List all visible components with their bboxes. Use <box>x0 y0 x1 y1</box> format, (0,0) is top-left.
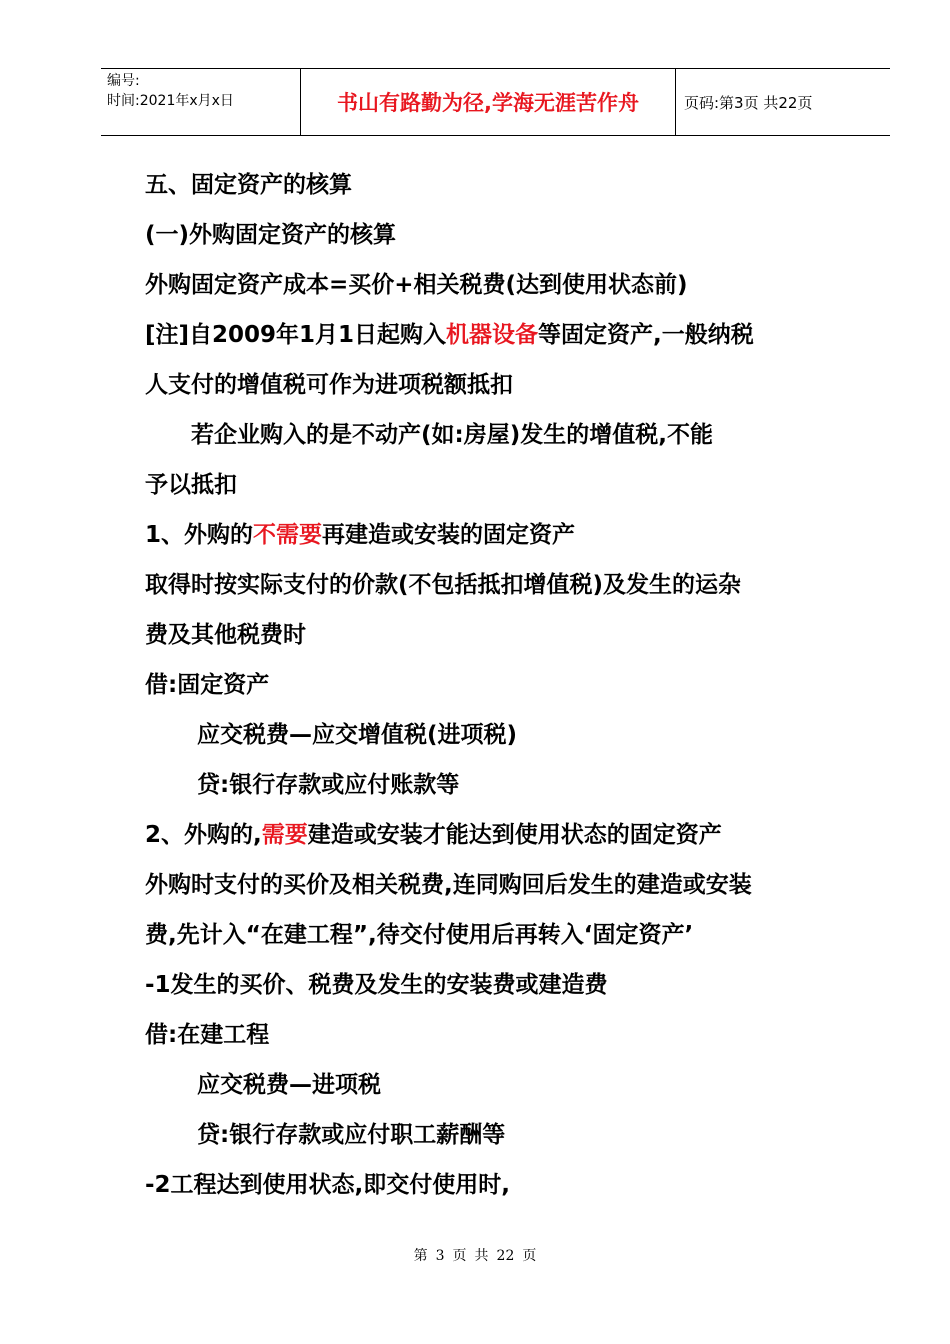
document-number-label: 编号: <box>107 73 140 89</box>
page-header <box>101 68 890 136</box>
paragraph-line-indented: 若企业购入的是不动产(如:房屋)发生的增值税,不能 <box>191 422 713 448</box>
paragraph-line: 人支付的增值税可作为进项税额抵扣 <box>145 372 513 398</box>
journal-debit-line: 借:在建工程 <box>145 1022 270 1048</box>
text-run: 再建造或安装的固定资产 <box>322 522 576 548</box>
paragraph-line: 外购时支付的买价及相关税费,连同购回后发生的建造或安装 <box>145 872 752 898</box>
text-run: 2、外购的, <box>145 822 262 848</box>
footer-ye: 页 <box>522 1248 537 1264</box>
journal-debit-line-indented: 应交税费—应交增值税(进项税) <box>197 722 518 748</box>
list-item-heading <box>145 810 865 860</box>
document-body <box>145 160 865 1210</box>
journal-debit-line-indented: 应交税费—进项税 <box>197 1072 381 1098</box>
subsection-heading: (一)外购固定资产的核算 <box>145 222 397 248</box>
paragraph-line: 费及其他税费时 <box>145 622 306 648</box>
footer-total-pages: 22 <box>496 1248 515 1264</box>
text-run: 等固定资产,一般纳税 <box>538 322 754 348</box>
highlighted-text: 机器设备 <box>446 322 539 348</box>
highlighted-text: 不需要 <box>253 522 323 548</box>
text-run: [注]自2009年1月1日起购入 <box>145 322 447 348</box>
paragraph-line: 取得时按实际支付的价款(不包括抵扣增值税)及发生的运杂 <box>145 572 742 598</box>
text-run: 建造或安装才能达到使用状态的固定资产 <box>307 822 722 848</box>
footer-ye: 页 <box>452 1248 467 1264</box>
journal-credit-line: 贷:银行存款或应付账款等 <box>197 772 460 798</box>
paragraph-line-note <box>145 310 865 360</box>
footer-page-number: 3 <box>435 1248 445 1264</box>
section-heading: 五、固定资产的核算 <box>145 172 352 198</box>
paragraph-line: 予以抵扣 <box>145 472 237 498</box>
journal-debit-line: 借:固定资产 <box>145 672 270 698</box>
header-motto: 书山有路勤为径,学海无涯苦作舟 <box>301 69 676 135</box>
page-footer <box>0 1245 950 1265</box>
header-page-info: 页码:第3页 共22页 <box>684 93 813 112</box>
footer-gong: 共 <box>474 1248 489 1264</box>
text-run: 1、外购的 <box>145 522 254 548</box>
paragraph-line: 外购固定资产成本=买价+相关税费(达到使用状态前) <box>145 272 688 298</box>
highlighted-text: 需要 <box>261 822 308 848</box>
document-time-label: 时间:2021年x月x日 <box>107 93 234 109</box>
list-item-heading <box>145 510 865 560</box>
journal-credit-line: 贷:银行存款或应付职工薪酬等 <box>197 1122 506 1148</box>
paragraph-line: -1发生的买价、税费及发生的安装费或建造费 <box>145 972 608 998</box>
footer-di: 第 <box>413 1248 428 1264</box>
header-meta <box>101 69 301 135</box>
paragraph-line: 费,先计入“在建工程”,待交付使用后再转入‘固定资产’ <box>145 922 694 948</box>
paragraph-line: -2工程达到使用状态,即交付使用时, <box>145 1172 511 1198</box>
